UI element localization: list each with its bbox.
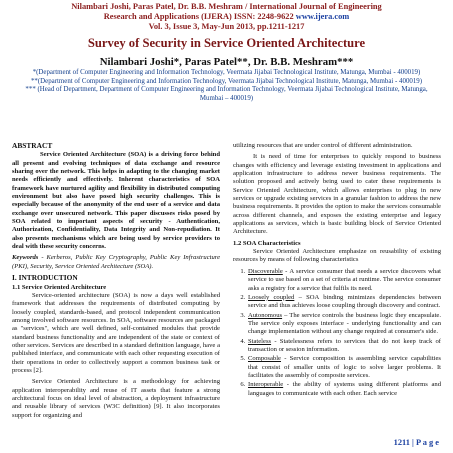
header-volume-line: Vol. 3, Issue 3, May-Jun 2013, pp.1211-1217: [148, 22, 305, 31]
list-item-text: – The service controls the business logic they encapsulate. The service only exposes interface - underlying functionality and can change implementation without any change required at consumer's side.: [248, 311, 441, 336]
left-column: [12, 142, 220, 442]
soa-characteristics-list: [233, 268, 441, 398]
list-item-text: - Service composition is assembling service capabilities that consist of smaller units of logic to solve larger problems. It facilitates the assembly of composite services.: [248, 355, 441, 379]
section-1-1-heading: 1.1 Service Oriented Architecture: [12, 283, 107, 291]
header-issn: Research and Applications (IJERA) ISSN: 2248-9622: [103, 12, 294, 21]
keywords-label: Keywords: [12, 254, 39, 262]
keywords: [12, 254, 220, 271]
list-item: [247, 381, 441, 398]
introduction-heading: I. INTRODUCTION: [12, 273, 78, 283]
journal-website-link[interactable]: www.ijera.com: [295, 12, 350, 21]
paper-authors: Nilambari Joshi*, Paras Patel**, Dr. B.B. Meshram***: [99, 56, 354, 68]
list-item-text: - A service consumer that needs a service discovers what service to use based on a set of criteria at runtime. The service consumer asks a registry for a service that fulfils its need.: [248, 267, 441, 292]
list-item-term: Discoverable: [248, 267, 283, 275]
right-paragraph-1: It is need of time for enterprises to quickly respond to business changes with efficiency and leverage existing investment in applications and application infrastructure to address newer business requirements. The solution proposed and actively being used to cater these requirements is Service Oriented Architecture, which allows enterprises to plug in new services or upgrade existing services in a granular fashion to address the new business requirements. It provides the option to make the services consumable across different channels, and exposes the existing enterprise and legacy applications as services, which is basic building block of Service Oriented Architecture.: [233, 153, 441, 236]
abstract-heading: ABSTRACT: [12, 142, 53, 150]
right-column: [233, 142, 441, 442]
intro-paragraph-2: Service Oriented Architecture is a methodology for achieving application interoperability and reuse of IT assets that feature a strong architectural focus on ideal level of abstraction, a deployment infrastructure and reusable library of services (W3C definition) [9]. It also incorporates support for organizing and: [12, 378, 220, 419]
list-item-term: Composable: [248, 355, 281, 363]
paper-title: Survey of Security in Service Oriented Architecture: [87, 36, 366, 50]
list-item-term: Interoperable: [248, 381, 284, 389]
right-paragraph-0: utilizing resources that are under control of different administration.: [233, 142, 413, 149]
section-1-2-heading: 1.2 SOA Characteristics: [233, 239, 301, 247]
list-item-text: – SOA binding minimizes dependencies between service and thus achieves loose coupling through discovery and contract.: [248, 293, 441, 310]
right-paragraph-2: Service Oriented Architecture emphasize on reusability of existing resources by means of following characteristics: [233, 248, 441, 264]
page-number: 1211 | P a g e: [393, 438, 439, 447]
affiliations: [14, 69, 439, 103]
abstract-text: Service Oriented Architecture (SOA) is a driving force behind all present and evolving techniques of data exchange and resource sharing over the network. This helps in adapting to the changing market needs efficiently and effectively. Inherent characteristics of SOA framework have nurtured agility and flexibility in distributed computing environment but also have posed high security challenges. This is especially because of the anonymity of the end user of a service and data exchange over unsecured network. This paper discusses risks posed by SOA related to important aspects of security - Authentication, Authorization, Confidentiality, Data Integrity and Non-repudiation. It also presents mechanisms which are being used by service providers to deal with these security concerns.: [12, 151, 220, 251]
affiliation-1: *(Department of Computer Engineering and Information Technology, Veermata Jijabai Technological Institute, Matunga, Mumbai - 400019): [32, 69, 421, 76]
header-authors-line: Nilambari Joshi, Paras Patel, Dr. B.B. Meshram / International Journal of Engineering: [71, 2, 382, 11]
affiliation-2: **(Department of Computer Engineering and Information Technology, Veermata Jijabai Technological Institute, Matunga, Mumbai - 400019): [30, 77, 423, 85]
list-item-text: - the ability of systems using different platforms and languages to communicate with each other. Each service: [248, 381, 441, 397]
list-item: [247, 338, 441, 355]
list-item-term: Autonomous: [248, 311, 283, 319]
header-journal-line: [0, 12, 453, 22]
list-item-term: Loosely coupled: [248, 293, 295, 301]
list-item: [247, 268, 441, 293]
list-item: [247, 294, 441, 311]
keywords-list: - Kerberos, Public Key Cryptography, Public Key Infrastructure (PKI), Security, Service Oriented Architecture (SOA).: [12, 254, 220, 270]
list-item-text: - Statelessness refers to services that do not keep track of transaction or session information.: [248, 337, 441, 353]
list-item-term: Stateless: [248, 337, 272, 345]
affiliation-3: *** (Head of Department, Department of Computer Engineering and Information Technology, Veermata Jijabai Technological Institute, Matunga, Mumbai – 400019): [25, 86, 428, 102]
journal-header: [0, 2, 453, 32]
intro-paragraph-1: Service-oriented architecture (SOA) is now a days well established framework that addresses the requirements of distributed computing by loosely coupled, standards-based, and protocol independent communication among involved software resources. In SOA, software resources are packaged as "services", which are well defined, self-contained modules that provide standard business functionality and are independent of the state or context of other services. Services are described in a standard definition language, have a published interface, and communicate with each other requesting execution of their operations in order to collectively support a common business task or process [2].: [12, 291, 220, 374]
list-item: [247, 312, 441, 337]
list-item: [247, 355, 441, 380]
